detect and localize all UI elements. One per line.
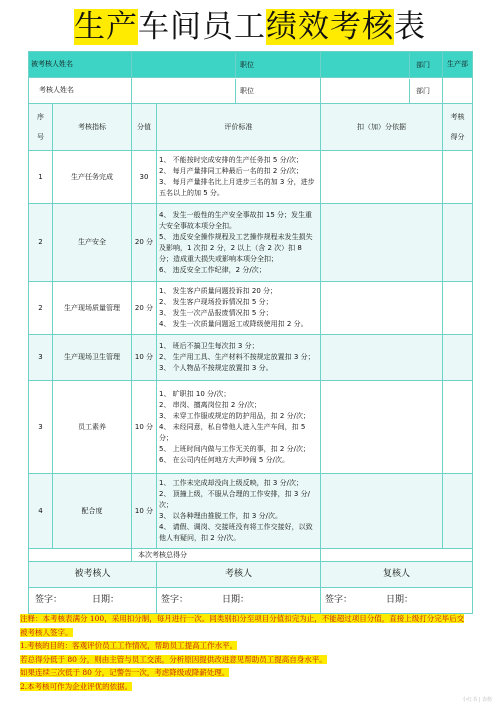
dept-value-cell-2[interactable] — [443, 78, 473, 104]
criteria-line: 6、 在公司内任何地方大声吵闹 5 分/次。 — [159, 455, 289, 464]
table-row — [29, 282, 473, 335]
criteria-line: 1、 发生客户质量问题投诉扣 20 分； — [159, 287, 278, 295]
total-spacer — [29, 549, 132, 562]
table-row — [29, 381, 473, 474]
total-score-cell[interactable] — [321, 549, 473, 562]
criteria-line: 1、 旷职扣 10 分/次； — [159, 389, 231, 398]
indicator-header: 考核指标 — [53, 104, 132, 151]
criteria-line: 1、 不能按时完成安排的生产任务扣 5 分/次； — [159, 156, 303, 164]
row-criteria — [157, 282, 321, 335]
info-row-1 — [29, 52, 473, 78]
row-criteria — [157, 474, 321, 549]
dept-label-1: 部门 — [416, 60, 430, 69]
row-final-score-cell[interactable] — [443, 335, 473, 381]
row-criteria — [157, 204, 321, 282]
row-criteria — [157, 151, 321, 204]
criteria-line: 6、 违反安全工作纪律，2 分/次； — [159, 265, 266, 274]
criteria-line: 3、 以各种理由推脱工作，扣 3 分/次。 — [159, 512, 282, 520]
seq-header — [29, 104, 53, 151]
row-indicator: 生产现场卫生管理 — [53, 335, 132, 381]
row-criteria — [157, 335, 321, 381]
sign-label: 签字： — [325, 595, 353, 605]
title-part-4: 表 — [394, 9, 426, 45]
final-score-header — [443, 104, 473, 151]
final-header-top: 考核 — [450, 112, 465, 121]
row-final-score-cell[interactable] — [443, 151, 473, 204]
signature-head-row — [29, 562, 473, 588]
row-criteria — [157, 381, 321, 474]
note-line: 若总得分低于 80 分，则由主管与员工交流，分析原因提供改进意见帮助员工提高自身水平。 — [20, 654, 327, 664]
position-label-1: 职位 — [240, 60, 254, 69]
row-deduct-cell[interactable] — [321, 474, 443, 549]
row-number: 3 — [29, 335, 53, 381]
criteria-header: 评价标准 — [157, 104, 321, 151]
watermark: 小红书 | 表格 — [462, 697, 492, 703]
criteria-line: 3、 未穿工作服或规定的防护用品，扣 2 分/次； — [159, 411, 310, 420]
note-line: 2.本考核可作为企业评优的依据。 — [20, 681, 133, 691]
score-header: 分值 — [132, 104, 157, 151]
row-indicator: 生产安全 — [53, 204, 132, 282]
deduct-header: 扣（加）分依据 — [321, 104, 443, 151]
date-label: 日期： — [386, 595, 414, 605]
assessee-name-label: 被考核人姓名 — [29, 52, 132, 78]
dept-value-cell — [443, 52, 473, 78]
title-part-3: 绩效考核 — [266, 9, 394, 45]
assessee-sign-cell[interactable] — [29, 588, 157, 614]
row-score: 20 分 — [132, 204, 157, 282]
criteria-line: 5、 上班时间内做与工作无关的事，扣 2 分/次； — [159, 444, 310, 453]
criteria-line: 2、 串岗、擅离岗位扣 2 分/次； — [159, 400, 261, 409]
criteria-line: 2、 每月产量排同工种最后一名的扣 2 分/次； — [159, 167, 303, 175]
criteria-line: 3、 每月产量排名比上月进步三名的加 3 分，进步五名以上的加 5 分。 — [159, 178, 315, 197]
assessor-name-position-cell[interactable] — [132, 78, 321, 104]
seq-header-top: 序 — [37, 112, 44, 121]
dept-label-2: 部门 — [416, 86, 430, 95]
row-indicator: 生产现场质量管理 — [53, 282, 132, 335]
reviewer-sign-cell[interactable] — [321, 588, 473, 614]
criteria-line: 4、 发生一次质量问题返工或降级使用扣 2 分。 — [159, 320, 308, 328]
row-score: 30 — [132, 151, 157, 204]
note-line: 注释：本考核表满分 100，采用扣分制，每月进行一次。同类别扣分至项目分值扣完为止，不能超过项目分值，直接上级打分完毕后交被考核人签字。 — [20, 614, 465, 637]
signature-row — [29, 588, 473, 614]
date-label: 日期： — [92, 595, 120, 605]
row-indicator: 生产任务完成 — [53, 151, 132, 204]
row-score: 10 分 — [132, 381, 157, 474]
title-part-2: 车间员工 — [138, 9, 266, 45]
signer-role-assessor: 考核人 — [157, 562, 321, 588]
criteria-line: 5、 违反安全操作规程及工艺操作规程未发生损失及影响，1 次扣 2 分，2 以上（含 2 次）扣 8 分；造成重大损失或影响本项分全扣； — [159, 232, 313, 263]
title-part-1: 生产 — [74, 9, 138, 45]
position-dept-cell-2[interactable] — [321, 78, 443, 104]
info-row-2 — [29, 78, 473, 104]
note-line: 如果连续三次低于 80 分，记警告一次，考虑降级或降薪处理。 — [20, 668, 230, 677]
row-score: 10 分 — [132, 474, 157, 549]
row-final-score-cell[interactable] — [443, 474, 473, 549]
table-row — [29, 151, 473, 204]
criteria-line: 1、 工作未完成却没向上级反映，扣 3 分/次； — [159, 479, 303, 487]
criteria-line: 4、 未经同意，私自带他人进入生产车间，扣 5 分； — [159, 422, 306, 442]
position-dept-cell-1[interactable] — [321, 52, 443, 78]
criteria-line: 3、 个人物品不按规定放置扣 3 分。 — [159, 364, 273, 372]
row-score: 20 分 — [132, 282, 157, 335]
note-line: 1.考核的目的：客观评价员工工作情况，帮助员工提高工作水平。 — [20, 641, 238, 650]
row-deduct-cell[interactable] — [321, 335, 443, 381]
row-final-score-cell[interactable] — [443, 381, 473, 474]
table-row — [29, 335, 473, 381]
assessor-sign-cell[interactable] — [157, 588, 321, 614]
assessor-name-label: 考核人姓名 — [29, 78, 132, 104]
assessee-name-position-cell[interactable] — [132, 52, 321, 78]
table-row — [29, 474, 473, 549]
row-deduct-cell[interactable] — [321, 204, 443, 282]
row-number: 4 — [29, 474, 53, 549]
criteria-line: 1、 班后不搞卫生每次扣 3 分； — [159, 342, 259, 350]
row-number: 1 — [29, 151, 53, 204]
row-number: 2 — [29, 282, 53, 335]
notes-section — [20, 612, 468, 693]
evaluation-table — [28, 51, 473, 614]
criteria-line: 2、 生产用工具、生产材料不按规定放置扣 3 分； — [159, 353, 315, 361]
total-score-label: 本次考核总得分 — [132, 549, 321, 562]
criteria-line: 4、 请假、调岗、交接班没有将工作交接好，以致他人有疑问，扣 2 分/次。 — [159, 523, 313, 542]
sign-label: 签字： — [161, 595, 189, 605]
row-number: 3 — [29, 381, 53, 474]
row-deduct-cell[interactable] — [321, 151, 443, 204]
row-final-score-cell[interactable] — [443, 204, 473, 282]
row-deduct-cell[interactable] — [321, 282, 443, 335]
date-label: 日期： — [222, 595, 250, 605]
position-label-2: 职位 — [240, 86, 254, 95]
row-final-score-cell[interactable] — [443, 282, 473, 335]
row-number: 2 — [29, 204, 53, 282]
row-indicator: 配合度 — [53, 474, 132, 549]
row-score: 10 分 — [132, 335, 157, 381]
signer-role-reviewer: 复核人 — [321, 562, 473, 588]
table-row — [29, 204, 473, 282]
table-header — [29, 104, 473, 151]
title-area — [0, 8, 500, 46]
criteria-line: 2、 顶撞上级，不服从合理的工作安排，扣 3 分/次； — [159, 490, 310, 509]
dept-value: 生产部 — [447, 60, 468, 68]
sign-label: 签字： — [35, 595, 63, 605]
final-header-bottom: 得分 — [450, 132, 465, 141]
criteria-line: 2、 发生客户现场投诉情况扣 5 分； — [159, 298, 273, 306]
total-row — [29, 549, 473, 562]
criteria-line: 3、 发生一次产品报废情况扣 5 分； — [159, 309, 273, 317]
signer-role-assessee: 被考核人 — [29, 562, 157, 588]
seq-header-bottom: 号 — [37, 132, 44, 141]
criteria-line: 4、 发生一般性的生产安全事故扣 15 分；发生重大安全事故本项分全扣。 — [159, 210, 313, 230]
page-title — [74, 8, 426, 46]
row-indicator: 员工素养 — [53, 381, 132, 474]
row-deduct-cell[interactable] — [321, 381, 443, 474]
